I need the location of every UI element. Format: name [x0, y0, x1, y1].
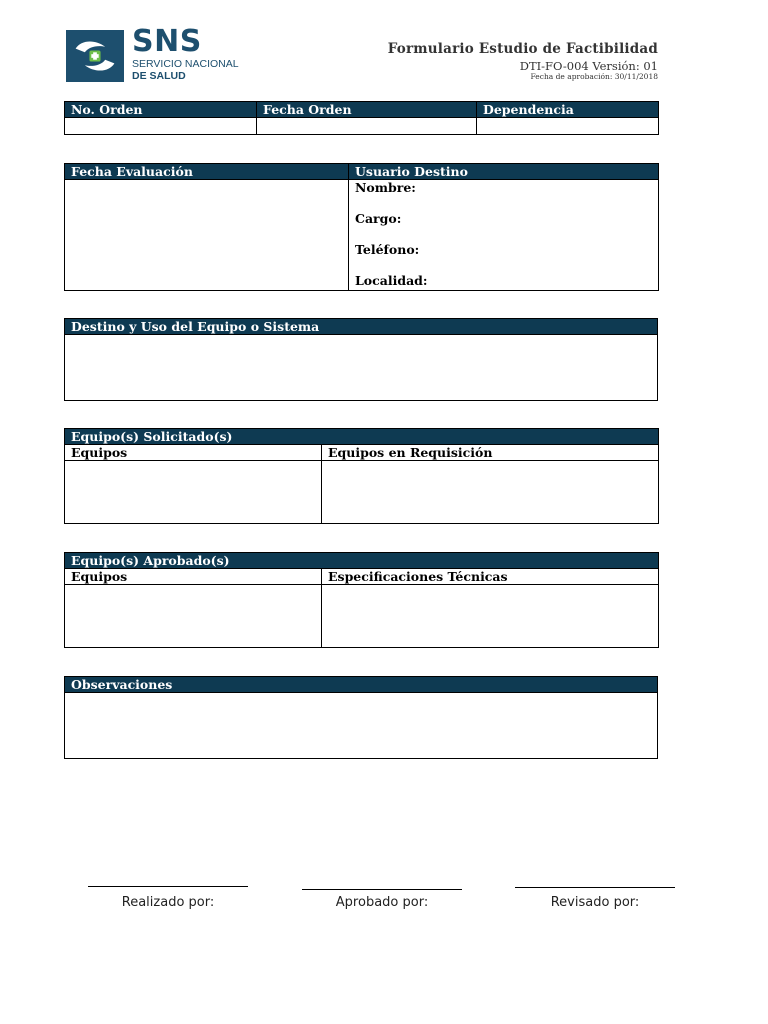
requested-equipment-field[interactable] [65, 461, 322, 524]
approved-equipment-field[interactable] [65, 585, 322, 648]
hands-icon [66, 30, 124, 82]
signature-line [515, 887, 675, 888]
destination-use-table [64, 318, 658, 401]
signature-revisado [515, 887, 675, 910]
destination-use-field[interactable] [65, 335, 658, 401]
logo-subtitle: SERVICIO NACIONAL [132, 58, 239, 70]
order-number-header: No. Orden [65, 102, 257, 118]
realizado-label: Realizado por: [121, 895, 215, 910]
signature-realizado [88, 886, 248, 910]
signature-line [88, 886, 248, 887]
technical-specs-col: Especificaciones Técnicas [322, 569, 659, 585]
location-label: Localidad: [355, 273, 428, 288]
evaluation-date-field[interactable] [65, 180, 349, 291]
order-date-field[interactable] [257, 118, 477, 135]
requested-equipment-table [64, 428, 659, 524]
evaluation-table [64, 163, 659, 291]
destination-use-header: Destino y Uso del Equipo o Sistema [65, 319, 658, 335]
observations-header: Observaciones [65, 677, 658, 693]
approved-equipment-col: Equipos [65, 569, 322, 585]
phone-label: Teléfono: [355, 242, 420, 257]
revisado-label: Revisado por: [550, 895, 640, 910]
signature-line [302, 889, 462, 890]
evaluation-date-header: Fecha Evaluación [65, 164, 349, 180]
aprobado-label: Aprobado por: [335, 895, 429, 910]
technical-specs-field[interactable] [322, 585, 659, 648]
observations-field[interactable] [65, 693, 658, 759]
order-number-field[interactable] [65, 118, 257, 135]
requisition-equipment-field[interactable] [322, 461, 659, 524]
sns-logo [66, 24, 239, 84]
approved-equipment-table [64, 552, 659, 648]
order-date-header: Fecha Orden [257, 102, 477, 118]
document-code: DTI-FO-004 Versión: 01 [519, 59, 658, 73]
destination-user-header: Usuario Destino [349, 164, 659, 180]
observations-table [64, 676, 658, 759]
order-table [64, 101, 659, 135]
dependency-header: Dependencia [477, 102, 659, 118]
name-label: Nombre: [355, 180, 416, 195]
destination-user-fields [349, 180, 659, 291]
position-label: Cargo: [355, 211, 402, 226]
requested-equipment-col: Equipos [65, 445, 322, 461]
signature-aprobado [302, 889, 462, 910]
logo-subtitle-2: DE SALUD [132, 70, 186, 82]
dependency-field[interactable] [477, 118, 659, 135]
approved-equipment-header: Equipo(s) Aprobado(s) [65, 553, 659, 569]
approval-date: Fecha de aprobación: 30/11/2018 [530, 72, 658, 81]
document-title: Formulario Estudio de Factibilidad [387, 41, 658, 57]
requisition-equipment-col: Equipos en Requisición [322, 445, 659, 461]
logo-wordmark: SNS [132, 24, 202, 59]
requested-equipment-header: Equipo(s) Solicitado(s) [65, 429, 659, 445]
